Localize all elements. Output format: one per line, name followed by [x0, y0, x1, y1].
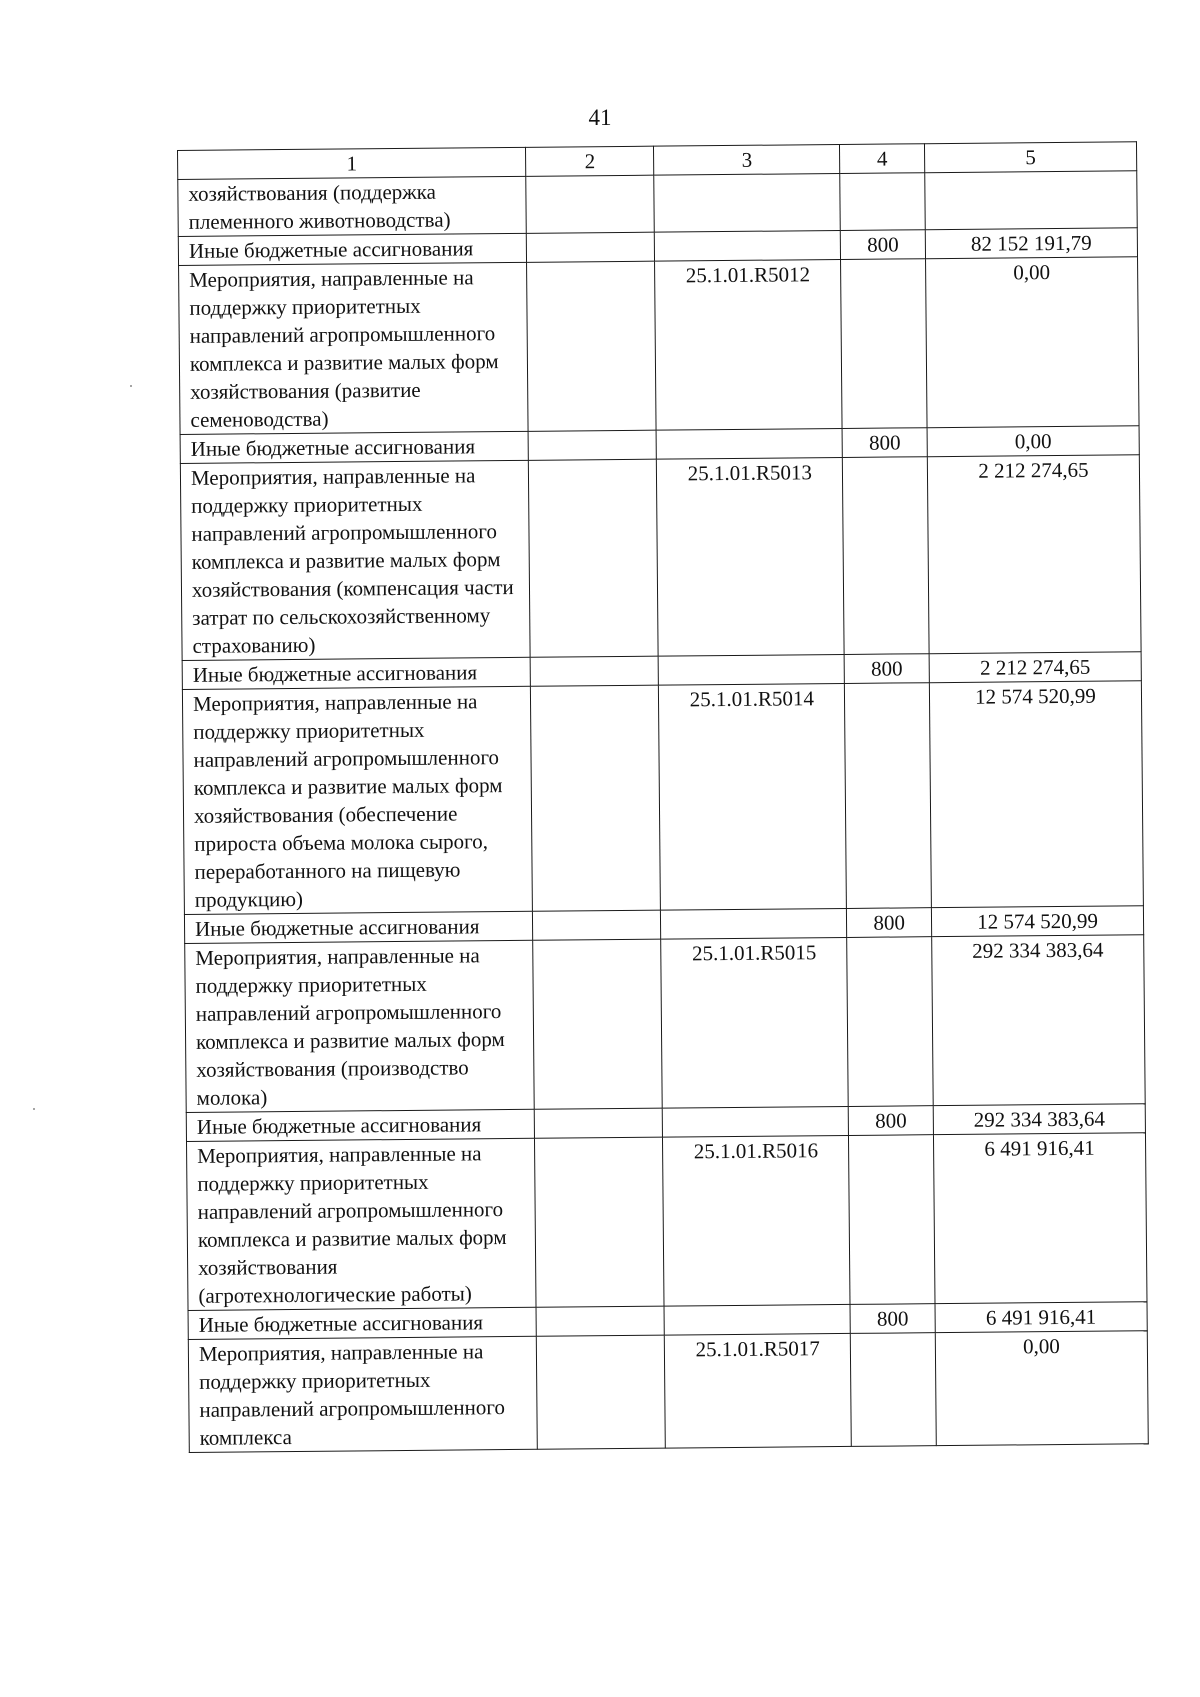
row-amount-cell: 0,00 — [926, 257, 1140, 428]
row-amount-cell: 0,00 — [927, 426, 1139, 457]
row-col2-cell — [537, 1335, 666, 1449]
table-row — [186, 1133, 1146, 1311]
row-code-cell — [663, 1106, 849, 1137]
row-name-cell: Мероприятия, направленные на поддержку приоритетных направлений агропромышленного комплекса и развитие малых форм хозяйствования (производство молока) — [185, 940, 535, 1112]
row-code-cell — [664, 1304, 850, 1335]
row-expense-type-cell: 800 — [847, 908, 932, 938]
table-row — [182, 681, 1143, 915]
row-col2-cell — [536, 1306, 664, 1336]
column-number-1: 1 — [178, 147, 527, 179]
row-code-cell: 25.1.01.R5017 — [665, 1333, 852, 1448]
row-expense-type-cell: 800 — [850, 1304, 935, 1334]
row-name-cell: хозяйствования (поддержка племенного животноводства) — [178, 176, 527, 236]
row-col2-cell — [526, 175, 655, 233]
row-code-cell: 25.1.01.R5015 — [661, 937, 848, 1108]
row-expense-type-cell: 800 — [840, 230, 925, 260]
table-row — [178, 171, 1137, 237]
row-amount-cell: 2 212 274,65 — [929, 652, 1141, 683]
row-col2-cell — [535, 1137, 665, 1307]
row-col2-cell — [531, 685, 661, 911]
row-amount-cell: 6 491 916,41 — [935, 1302, 1147, 1333]
row-amount-cell: 2 212 274,65 — [927, 455, 1141, 654]
row-col2-cell — [527, 261, 657, 431]
table-row — [188, 1331, 1148, 1453]
row-expense-type-cell — [850, 1333, 936, 1447]
row-col2-cell — [528, 430, 656, 460]
row-name-cell: Мероприятия, направленные на поддержку приоритетных направлений агропромышленного комплекса и развитие малых форм хозяйствования (компенсация части затрат по сельскохозяйственному страхованию) — [180, 460, 530, 660]
row-code-cell: 25.1.01.R5012 — [655, 259, 842, 430]
row-amount-cell — [925, 171, 1138, 230]
row-code-cell: 25.1.01.R5013 — [657, 457, 845, 656]
row-name-cell: Иные бюджетные ассигнования — [188, 1307, 537, 1339]
row-expense-type-cell: 800 — [848, 1106, 933, 1136]
row-expense-type-cell — [841, 259, 927, 429]
row-code-cell — [659, 654, 845, 685]
row-name-cell: Иные бюджетные ассигнования — [178, 233, 527, 265]
table-row — [185, 935, 1145, 1113]
row-name-cell: Мероприятия, направленные на поддержку приоритетных направлений агропромышленного комплекса — [188, 1336, 537, 1452]
row-amount-cell: 292 334 383,64 — [932, 935, 1146, 1106]
row-code-cell — [657, 428, 843, 459]
row-name-cell: Иные бюджетные ассигнования — [184, 911, 533, 943]
column-number-4: 4 — [840, 144, 925, 174]
row-name-cell: Иные бюджетные ассигнования — [180, 431, 529, 463]
row-expense-type-cell — [843, 457, 930, 655]
row-code-cell — [655, 230, 841, 261]
row-name-cell: Мероприятия, направленные на поддержку приоритетных направлений агропромышленного комплекса и развитие малых форм хозяйствования (агротехнологические работы) — [186, 1138, 536, 1310]
column-number-5: 5 — [924, 142, 1136, 173]
row-amount-cell: 292 334 383,64 — [933, 1104, 1145, 1135]
table-row — [180, 455, 1141, 661]
row-col2-cell — [527, 232, 655, 262]
scan-speck — [130, 385, 132, 387]
row-name-cell: Иные бюджетные ассигнования — [186, 1109, 535, 1141]
column-number-3: 3 — [654, 144, 840, 175]
scan-speck — [33, 1108, 35, 1110]
table-row — [179, 257, 1139, 435]
page-number: 41 — [588, 105, 612, 130]
budget-table — [177, 141, 1149, 1453]
row-amount-cell: 12 574 520,99 — [929, 681, 1143, 908]
column-number-2: 2 — [526, 146, 654, 176]
row-code-cell: 25.1.01.R5014 — [659, 683, 847, 910]
row-col2-cell — [530, 656, 658, 686]
row-expense-type-cell — [849, 1135, 935, 1305]
row-code-cell — [654, 173, 840, 232]
row-expense-type-cell — [845, 683, 932, 909]
row-col2-cell — [529, 459, 659, 657]
row-amount-cell: 12 574 520,99 — [931, 906, 1143, 937]
row-name-cell: Мероприятия, направленные на поддержку приоритетных направлений агропромышленного комплекса и развитие малых форм хозяйствования (развитие семеноводства) — [179, 262, 529, 434]
row-expense-type-cell — [847, 937, 933, 1107]
table-body — [178, 142, 1149, 1453]
row-code-cell: 25.1.01.R5016 — [663, 1135, 850, 1306]
row-code-cell — [661, 908, 847, 939]
row-amount-cell: 82 152 191,79 — [925, 228, 1137, 259]
row-col2-cell — [534, 1108, 662, 1138]
row-name-cell: Мероприятия, направленные на поддержку приоритетных направлений агропромышленного комплекса и развитие малых форм хозяйствования (обеспечение прироста объема молока сырого, переработанного на пищевую продукцию) — [182, 686, 532, 914]
row-amount-cell: 6 491 916,41 — [933, 1133, 1147, 1304]
row-name-cell: Иные бюджетные ассигнования — [182, 657, 531, 689]
row-expense-type-cell — [840, 173, 925, 231]
row-expense-type-cell: 800 — [844, 654, 929, 684]
row-col2-cell — [533, 939, 663, 1109]
row-col2-cell — [533, 910, 661, 940]
row-expense-type-cell: 800 — [842, 428, 927, 458]
row-amount-cell: 0,00 — [935, 1331, 1148, 1446]
